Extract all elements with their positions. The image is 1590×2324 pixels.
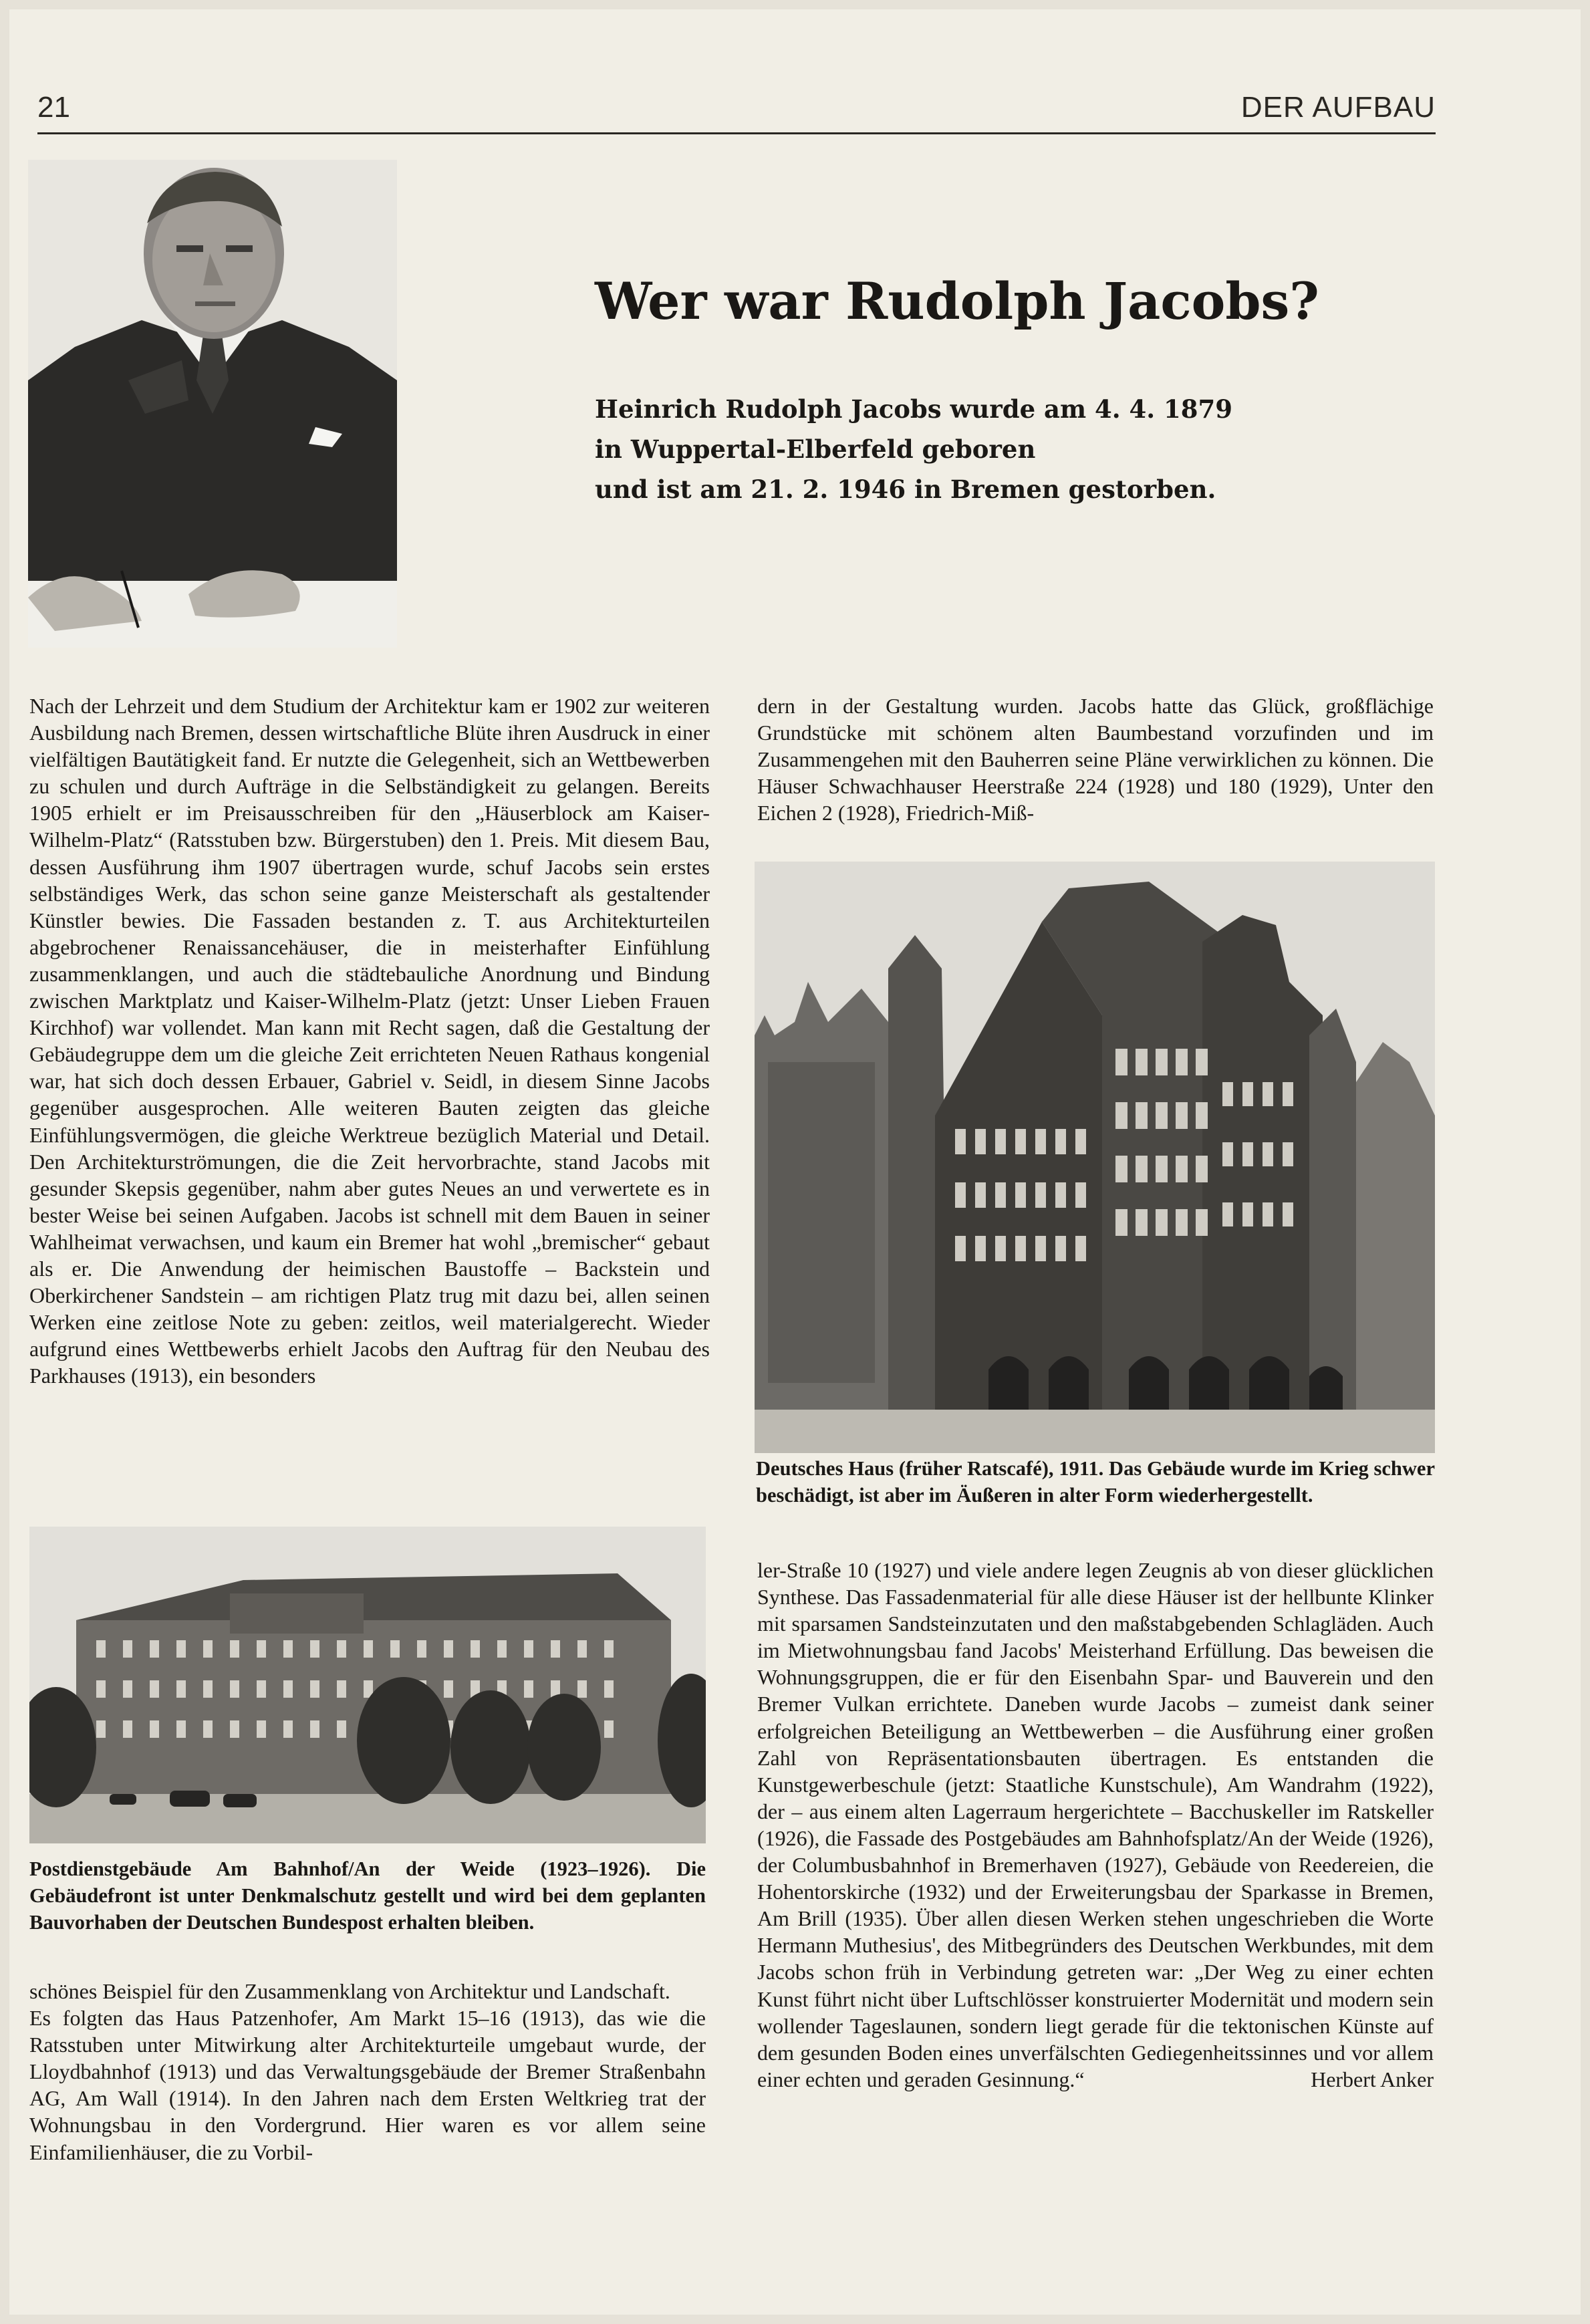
page-header <box>37 83 1436 134</box>
author-signature: Herbert Anker <box>1311 2067 1434 2091</box>
subtitle-line: in Wuppertal-Elberfeld geboren <box>595 434 1036 464</box>
deutsches-haus-photo <box>755 862 1435 1453</box>
article-title: Wer war Rudolph Jacobs? <box>595 271 1319 331</box>
subtitle-line: Heinrich Rudolph Jacobs wurde am 4. 4. 1879 <box>595 394 1233 424</box>
paragraph: Nach der Lehrzeit und dem Studium der Architektur kam er 1902 zur weiteren Ausbildung nach Bremen, dessen wirtschaftliche Blüte ihren Ausdruck in einer vielfältigen Bautätigkeit fand. Er nutzte die Gelegenheit, sich an Wettbewerben zu schulen und durch Aufträge in die Selbständigkeit zu gelangen. Bereits 1905 erhielt er im Preisausschreiben für den „Häuserblock am Kaiser-Wilhelm-Platz“ (Ratsstuben bzw. Bürgerstuben) den 1. Preis. Mit diesem Bau, dessen Ausführung ihm 1907 übertragen wurde, schuf Jacobs sein erstes selbständiges Werk, das schon seine ganze Meisterschaft als gestaltender Künstler bewies. Die Fassaden bestanden z. T. aus Architekturteilen abgebrochener Renaissancehäuser, die in meisterhafter Einfühlung zusammenklangen, und auch die städtebauliche Anordnung und Bindung zwischen Marktplatz und Kaiser-Wilhelm-Platz (jetzt: Unser Lieben Frauen Kirchhof) war vollendet. Man kann mit Recht sagen, daß die Gestaltung der Gebäudegruppe dem um die gleiche Zeit errichteten Neuen Rathaus kongenial war, hat sich doch dessen Erbauer, Gabriel v. Seidl, in diesem Sinne Jacobs gegenüber ausgesprochen. Alle weiteren Bauten zeigten das gleiche Einfühlungsvermögen, die gleiche Werktreue bezüglich Material und Detail. Den Architekturströmungen, die die Zeit hervorbrachte, stand Jacobs mit gesunder Skepsis gegenüber, nahm aber gutes Neues an und verwertete es in bester Weise bei seinen Aufgaben. Jacobs ist schnell mit dem Bauen in seiner Wahlheimat verwachsen, und kaum ein Bremer hat wohl „bremischer“ gebaut als er. Die Anwendung der heimischen Baustoffe – Backstein und Oberkirchener Sandstein – am richtigen Platz trug mit dazu bei, allen seinen Werken eine zeitlose Note zu geben: zeitlos, weil materialgerecht. Wieder aufgrund eines Wettbewerbs erhielt Jacobs den Auftrag für den Neubau des Parkhauses (1913), ein besonders <box>29 694 710 1388</box>
column-left-top <box>29 692 710 1389</box>
paragraph-text: ler-Straße 10 (1927) und viele andere legen Zeugnis ab von dieser glücklichen Synthese. Das Fassadenmaterial für alle diese Häuser ist der hellbunte Klinker mit sparsamen Sandsteinzutaten und den maßstabgebenden Schlagläden. Auch im Mietwohnungsbau fand Jacobs' Meisterhand Erfüllung. Das beweisen die Wohnungsgruppen, die er für den Eisenbahn Spar- und Bauverein und den Bremer Vulkan errichtete. Daneben wurde Jacobs – zumeist dank seiner erfolgreichen Beteiligung an Wettbewerben – die Ausführung einer großen Zahl von Repräsentationsbauten übertragen. Es entstanden die Kunstgewerbeschule (jetzt: Staatliche Kunstschule), Am Wandrahm (1922), der – aus einem alten Lagerraum hergerichtete – Bacchuskeller im Ratskeller (1926), die Fassade des Postgebäudes am Bahnhofsplatz/An der Weide (1926), der Columbusbahnhof in Bremerhaven (1927), Gebäude von Reedereien, die Hohentorskirche (1932) und der Erweiterungsbau der Sparkasse in Bremen, Am Brill (1935). Über allen diesen Werken stehen ungeschrieben die Worte Hermann Muthesius', des Mitbegründers des Deutschen Werkbundes, mit dem Jacobs schon früh in Verbindung getreten war: „Der Weg zu einer echten Kunst führt nicht über Luftschlösser konstruierter Modernität und modern sein wollender Tageslaunen, sondern liegt gerade für die tektonischen Künste auf dem gesunden Boden eines unverfälschten Gediegenheitssinnes und vor allem einer echten und geraden Gesinnung.“ <box>757 1558 1434 2091</box>
column-right-top <box>757 692 1434 826</box>
article-subtitle <box>595 389 1363 509</box>
page-number: 21 <box>37 91 70 124</box>
page <box>9 9 1581 2315</box>
running-title: DER AUFBAU <box>1240 91 1436 124</box>
postdienstgebaeude-caption: Postdienstgebäude Am Bahnhof/An der Weide (1923–1926). Die Gebäudefront ist unter Denkmalschutz gestellt und wird bei dem geplanten Bauvorhaben der Deutschen Bundespost erhalten bleiben. <box>29 1857 706 1934</box>
subtitle-line: und ist am 21. 2. 1946 in Bremen gestorben. <box>595 475 1216 504</box>
paragraph: dern in der Gestaltung wurden. Jacobs hatte das Glück, großflächige Grundstücke mit schönem alten Baumbestand vorzufinden und im Zusammengehen mit den Bauherren seine Pläne verwirklichen zu können. Die Häuser Schwachhauser Heerstraße 224 (1928) und 180 (1929), Unter den Eichen 2 (1928), Friedrich-Miß- <box>757 694 1434 825</box>
paragraph: schönes Beispiel für den Zusammenklang von Architektur und Landschaft. <box>29 1979 670 2003</box>
column-left-bottom <box>29 1978 706 2166</box>
paragraph: Es folgten das Haus Patzenhofer, Am Markt 15–16 (1913), das wie die Ratsstuben unter Mitwirkung alter Architekturteile umgebaut wurde, der Lloydbahnhof (1913) und das Verwaltungsgebäude der Bremer Straßenbahn AG, Am Wall (1914). In den Jahren nach dem Ersten Weltkrieg trat der Wohnungsbau in den Vordergrund. Hier waren es vor allem seine Einfamilienhäuser, die zu Vorbil- <box>29 2006 706 2164</box>
portrait-photo <box>28 160 397 648</box>
paragraph <box>757 1557 1434 2093</box>
deutsches-haus-caption: Deutsches Haus (früher Ratscafé), 1911. Das Gebäude wurde im Krieg schwer beschädigt, ist aber im Äußeren in alter Form wiederhergestellt. <box>756 1457 1435 1507</box>
column-right-bottom <box>757 1557 1434 2093</box>
postdienstgebaeude-photo <box>29 1527 706 1843</box>
